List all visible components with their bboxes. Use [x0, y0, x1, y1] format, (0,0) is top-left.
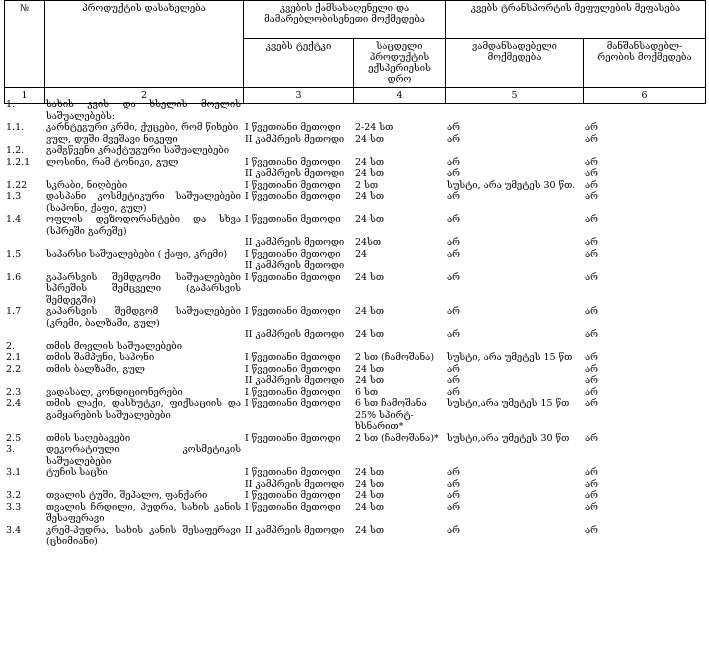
duration: 24: [355, 248, 368, 260]
table-header: [4, 0, 706, 104]
recommended-condition: არ: [585, 386, 598, 398]
temperature-method: I წვეთიანი მეთოდი: [245, 352, 341, 363]
recommended-condition: არ: [585, 501, 598, 513]
duration: 6 სთ: [355, 386, 379, 398]
temperature-method: I წვეთიანი მეთოდი: [245, 122, 341, 133]
temperature-method: II კამპრეის მეთოდი: [245, 237, 345, 248]
transport-condition: არ: [447, 214, 460, 225]
table-row: [4, 433, 705, 445]
recommended-condition: არ: [585, 467, 598, 478]
duration: 24 სთ: [355, 478, 385, 490]
table-row: [4, 157, 705, 169]
col-number: 5: [446, 88, 584, 104]
table-row: [4, 444, 705, 467]
row-number: 2.4: [6, 398, 22, 409]
header-temperature-subhead: კვებს ტექტკი: [244, 39, 354, 88]
row-number: 2.3: [6, 386, 22, 398]
recommended-condition: არ: [585, 329, 598, 340]
duration: 2-24 სთ: [355, 122, 394, 133]
header-recommended-conditions: მანშანსადებლ- რეობის მოქმედება: [584, 39, 706, 88]
table-row: [4, 502, 705, 525]
recommended-condition: არ: [585, 306, 598, 317]
transport-condition: სუსტი, არა უმეტეს 15 წთ: [447, 352, 573, 363]
recommended-condition: არ: [585, 214, 598, 225]
duration: 2 სთ: [355, 179, 379, 191]
recommended-condition: არ: [585, 156, 598, 168]
product-name: გაპარსვის შემდგომ საშუალებები (კრემი, ბალზამი, გულ): [46, 306, 241, 329]
table-row: [4, 180, 705, 192]
duration: 24 სთ: [355, 375, 385, 386]
product-name: [44, 375, 243, 387]
row-number: 1.7: [6, 306, 22, 317]
recommended-condition: არ: [585, 122, 598, 133]
temperature-method: II კამპრეის მეთოდი: [245, 524, 345, 536]
transport-condition: არ: [447, 386, 460, 398]
row-number: [4, 375, 44, 387]
product-name: საპარსი საშუალებები ( ქაფი, კრემი): [46, 248, 228, 260]
temperature-method: I წვეთიანი მეთოდი: [245, 398, 341, 409]
temperature-method: I წვეთიანი მეთოდი: [245, 306, 341, 317]
transport-condition: არ: [447, 501, 460, 513]
col-number: 4: [354, 88, 446, 104]
product-name: სკრაბი, ნიღბები: [46, 179, 128, 191]
product-name: თვალის ტუში, შეპალო, ფანქარი: [46, 490, 208, 501]
recommended-condition: არ: [585, 237, 598, 248]
duration: 6 სთ ჩამოშანა 25% სპირტ-ხსნარით*: [355, 398, 427, 432]
recommended-condition: არ: [585, 524, 598, 536]
table-row: [4, 145, 705, 157]
row-number: [4, 168, 44, 180]
duration: 24 სთ: [355, 271, 385, 283]
temperature-method: I წვეთიანი მეთოდი: [245, 501, 341, 513]
row-number: 1.2.1: [6, 156, 31, 168]
duration: 24 სთ: [355, 133, 385, 145]
recommended-condition: არ: [585, 179, 598, 191]
product-name: დეკორატიული კოსმეტიკის საშუალებები: [46, 444, 241, 467]
temperature-method: [243, 99, 353, 122]
duration: 24 სთ: [355, 329, 385, 340]
duration: 24 სთ: [355, 306, 385, 317]
temperature-method: II კამპრეის მეთოდი: [245, 478, 345, 490]
product-name: ოფლის დეზოდორანტები და სხვა (სპრეში გარეშე): [46, 214, 241, 237]
temperature-method: II კამპრეის მეთოდი: [245, 260, 345, 271]
temperature-method: I წვეთიანი მეთოდი: [245, 191, 341, 202]
temperature-method: I წვეთიანი მეთოდი: [245, 490, 341, 501]
header-transport-conditions: ვამდანსადებელი მოქმედება: [446, 39, 584, 88]
product-name: თმის მოვლის საშუალებები: [46, 340, 183, 352]
table-row: [4, 272, 705, 307]
recommended-condition: არ: [585, 432, 598, 444]
header-temperature-conditions: კვების ქამსასაღენელი და მამარებლობისენეთი მოქმედება: [244, 1, 446, 39]
transport-condition: სუსტი, არა უმეტეს 30 წთ.: [447, 179, 576, 191]
row-number: [4, 329, 44, 341]
product-name: [44, 168, 243, 180]
product-name: ვადასალ, კონდიციონერები: [46, 386, 183, 398]
header-product-group: პროდუქტის დასახელება: [45, 1, 244, 88]
temperature-method: [243, 145, 353, 157]
recommended-condition: არ: [585, 191, 598, 202]
recommended-condition: [583, 99, 705, 122]
transport-condition: [445, 99, 583, 122]
duration: [353, 444, 445, 467]
transport-condition: [445, 260, 583, 272]
duration: 2 სთ (ჩამოშანა): [355, 352, 435, 363]
row-number: 1.4: [6, 214, 22, 225]
col-number: 1: [5, 88, 45, 104]
row-number: 1.1.: [6, 122, 25, 133]
transport-condition: [445, 341, 583, 353]
transport-condition: არ: [447, 271, 460, 283]
table-row: [4, 122, 705, 134]
header-storage-duration: საცდელი პროდუქტის ექსპერიესის დრო: [354, 39, 446, 88]
table-row: [4, 467, 705, 479]
row-number: 3.: [6, 444, 16, 455]
recommended-condition: [583, 145, 705, 157]
row-number: [4, 260, 44, 272]
row-number: [4, 134, 44, 146]
product-name: თმის ლაქი, დასხუტკი, ფიქსაციის და გამყარების საშუალებები: [46, 398, 241, 421]
row-number: [4, 479, 44, 491]
duration: 24 სთ: [355, 168, 385, 179]
duration: 24 სთ: [355, 214, 385, 225]
table-row: [4, 375, 705, 387]
transport-condition: არ: [447, 490, 460, 501]
product-name: თმის საღებავები: [46, 432, 131, 444]
recommended-condition: არ: [585, 133, 598, 145]
row-number: 3.3: [6, 501, 22, 513]
header-container-transport: კვებს ტრანსპორტის მეფულების მეფასება: [446, 1, 706, 39]
table-row: [4, 525, 705, 548]
temperature-method: I წვეთიანი მეთოდი: [245, 363, 341, 375]
table-row: [4, 134, 705, 146]
transport-condition: არ: [447, 478, 460, 490]
table-row: [4, 490, 705, 502]
recommended-condition: [583, 444, 705, 467]
row-number: 2.1: [6, 352, 22, 363]
recommended-condition: არ: [585, 375, 598, 386]
temperature-method: I წვეთიანი მეთოდი: [245, 432, 341, 444]
recommended-condition: არ: [585, 248, 598, 260]
duration: 24 სთ: [355, 156, 385, 168]
duration: [353, 145, 445, 157]
transport-condition: არ: [447, 306, 460, 317]
transport-condition: არ: [447, 375, 460, 386]
recommended-condition: არ: [585, 271, 598, 283]
product-name: [44, 237, 243, 249]
recommended-condition: არ: [585, 478, 598, 490]
product-name: [44, 479, 243, 491]
duration: 24 სთ: [355, 490, 385, 501]
table-row: [4, 329, 705, 341]
transport-condition: არ: [447, 168, 460, 179]
temperature-method: [243, 341, 353, 353]
duration: 24სთ: [355, 237, 382, 248]
temperature-method: II კამპრეის მეთოდი: [245, 168, 345, 179]
transport-condition: [445, 444, 583, 467]
row-number: 1.3: [6, 191, 22, 202]
temperature-method: II კამპრეის მეთოდი: [245, 133, 345, 145]
recommended-condition: არ: [585, 363, 598, 375]
temperature-method: [243, 444, 353, 467]
transport-condition: სუსტი,არა უმეტეს 15 წთ: [447, 398, 570, 409]
transport-condition: არ: [447, 122, 460, 133]
transport-condition: არ: [447, 329, 460, 340]
duration: 24 სთ: [355, 467, 385, 478]
transport-condition: [445, 145, 583, 157]
table-body: [4, 99, 705, 548]
transport-condition: არ: [447, 363, 460, 375]
transport-condition: არ: [447, 133, 460, 145]
product-name: სახის კვის და ხსელის მოელის საშუალებებს:: [46, 99, 241, 122]
transport-condition: არ: [447, 191, 460, 202]
product-name: [44, 329, 243, 341]
duration: 24 სთ: [355, 524, 385, 536]
row-number: [4, 237, 44, 249]
table-row: [4, 341, 705, 353]
col-number: 2: [45, 88, 244, 104]
row-number: 3.4: [6, 524, 22, 536]
row-number: 3.1: [6, 467, 22, 478]
transport-condition: არ: [447, 156, 460, 168]
product-name: კარნტეგური კრმი, ქუცები, რომ წიხები: [46, 122, 239, 133]
temperature-method: II კამპრეის მეთოდი: [245, 375, 345, 386]
recommended-condition: არ: [585, 398, 598, 409]
product-name: [44, 260, 243, 272]
product-name: დასპანი კოსმეტიკური საშუალებები (საპონი, ქაფი, გულ): [46, 191, 241, 214]
temperature-method: I წვეთიანი მეთოდი: [245, 467, 341, 478]
transport-condition: არ: [447, 237, 460, 248]
table-row: [4, 387, 705, 399]
table-row: [4, 364, 705, 376]
row-number: 1.2.: [6, 145, 25, 156]
duration: [353, 341, 445, 353]
col-number: 6: [584, 88, 706, 104]
duration: 24 სთ: [355, 191, 385, 202]
temperature-method: II კამპრეის მეთოდი: [245, 329, 345, 340]
transport-condition: არ: [447, 248, 460, 260]
duration: 24 სთ: [355, 363, 385, 375]
temperature-method: I წვეთიანი მეთოდი: [245, 386, 341, 398]
row-number: 2.2: [6, 363, 22, 375]
row-number: 1.5: [6, 248, 22, 260]
row-number: 3.2: [6, 490, 22, 501]
table-row: [4, 237, 705, 249]
row-number: 1.6: [6, 271, 22, 283]
table-row: [4, 99, 705, 122]
transport-condition: არ: [447, 467, 460, 478]
product-name: ტუჩის საცხი: [46, 467, 108, 478]
row-number: 1.22: [6, 179, 28, 191]
product-name: თვალის ჩრდილი, პუდრა, სახის კანის შესაფერავი: [46, 501, 241, 524]
row-number: 2.5: [6, 432, 22, 444]
transport-condition: სუსტი,არა უმეტეს 30 წთ: [447, 432, 570, 444]
duration: 24 სთ: [355, 501, 385, 513]
temperature-method: I წვეთიანი მეთოდი: [245, 179, 341, 191]
temperature-method: I წვეთიანი მეთოდი: [245, 214, 341, 225]
table-row: [4, 398, 705, 433]
table-row: [4, 479, 705, 491]
recommended-condition: [583, 341, 705, 353]
row-number: 1.: [6, 99, 16, 110]
col-number: 3: [244, 88, 354, 104]
product-name: თმის შამპუნი, საპონი: [46, 352, 155, 363]
recommended-condition: [583, 260, 705, 272]
transport-condition: არ: [447, 524, 460, 536]
table-row: [4, 249, 705, 261]
product-name: თმის ბალზამი, გულ: [46, 363, 145, 375]
table-row: [4, 191, 705, 214]
product-name: გაპარსვის შემდგომი საშუალებები სპრეშის შემცველი (გაპარსვის შემდეგში): [46, 271, 241, 306]
table-row: [4, 352, 705, 364]
duration: [353, 99, 445, 122]
duration: [353, 260, 445, 272]
product-name: ლოსინი, რამ ტონიკი, გულ: [46, 156, 179, 168]
temperature-method: I წვეთიანი მეთოდი: [245, 271, 341, 283]
recommended-condition: არ: [585, 490, 598, 501]
table-row: [4, 168, 705, 180]
product-name: ვულ, დუში მვეშავი ნიკეფი: [46, 133, 178, 145]
product-name: კრემ-პუდრა, სახის კანის შესაფერავი (ცხიმიანი): [46, 524, 241, 547]
recommended-condition: არ: [585, 168, 598, 179]
temperature-method: I წვეთიანი მეთოდი: [245, 156, 341, 168]
table-row: [4, 260, 705, 272]
header-num: №: [5, 1, 45, 88]
temperature-method: I წვეთიანი მეთოდი: [245, 248, 341, 260]
product-name: გამგწვენი კრაქტუგური საშუალებები: [46, 145, 230, 156]
table-row: [4, 306, 705, 329]
table-row: [4, 214, 705, 237]
duration: 2 სთ (ჩამოშანა)*: [355, 432, 439, 444]
recommended-condition: არ: [585, 352, 598, 363]
row-number: 2.: [6, 340, 16, 352]
